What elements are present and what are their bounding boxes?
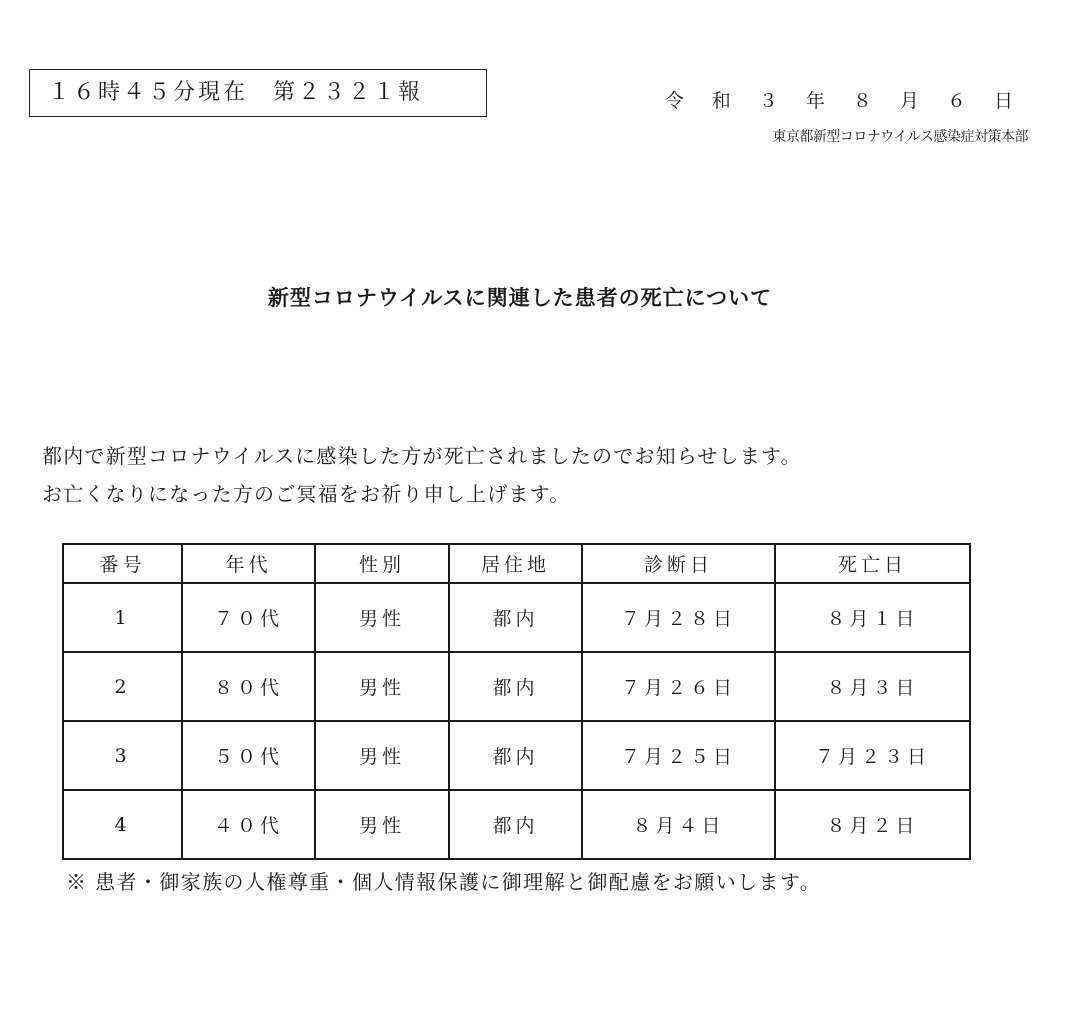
table-row [63,721,970,790]
cell-number: 4 [63,790,182,859]
cell-death-date: ８月３日 [775,652,970,721]
cases-table [62,543,971,860]
privacy-note: ※ 患者・御家族の人権尊重・個人情報保護に御理解と御配慮をお願いします。 [66,870,822,894]
report-number-box: １６時４５分現在 第２３２１報 [29,69,487,117]
table-row [63,790,970,859]
cell-diagnosis-date: ７月２６日 [582,652,775,721]
cell-age-group: ８０代 [182,652,315,721]
document-title: 新型コロナウイルスに関連した患者の死亡について [267,286,773,310]
issue-date: 令 和 ３ 年 ８ 月 ６ 日 [664,90,1024,112]
cell-residence: 都内 [449,721,582,790]
cell-age-group: ４０代 [182,790,315,859]
cell-number: 2 [63,652,182,721]
table-row [63,652,970,721]
cell-death-date: ７月２３日 [775,721,970,790]
cell-age-group: ７０代 [182,583,315,652]
cell-number: 1 [63,583,182,652]
table-header-row [63,544,970,583]
cell-number: 3 [63,721,182,790]
cell-sex: 男性 [315,790,449,859]
cell-residence: 都内 [449,652,582,721]
cell-sex: 男性 [315,721,449,790]
header-residence: 居住地 [449,544,582,583]
cell-death-date: ８月１日 [775,583,970,652]
cell-diagnosis-date: ７月２５日 [582,721,775,790]
cell-death-date: ８月２日 [775,790,970,859]
announcement-text [42,437,802,513]
cell-residence: 都内 [449,583,582,652]
table-row [63,583,970,652]
announcement-line-1: 都内で新型コロナウイルスに感染した方が死亡されましたのでお知らせします。 [42,444,802,468]
header-number: 番号 [63,544,182,583]
announcement-line-2: お亡くなりになった方のご冥福をお祈り申し上げます。 [42,482,571,506]
cell-age-group: ５０代 [182,721,315,790]
issuer-name: 東京都新型コロナウイルス感染症対策本部 [772,129,1028,145]
cell-sex: 男性 [315,652,449,721]
cell-diagnosis-date: ７月２８日 [582,583,775,652]
header-diagnosis-date: 診断日 [582,544,775,583]
cell-residence: 都内 [449,790,582,859]
header-death-date: 死亡日 [775,544,970,583]
header-age-group: 年代 [182,544,315,583]
cell-sex: 男性 [315,583,449,652]
header-sex: 性別 [315,544,449,583]
cell-diagnosis-date: ８月４日 [582,790,775,859]
